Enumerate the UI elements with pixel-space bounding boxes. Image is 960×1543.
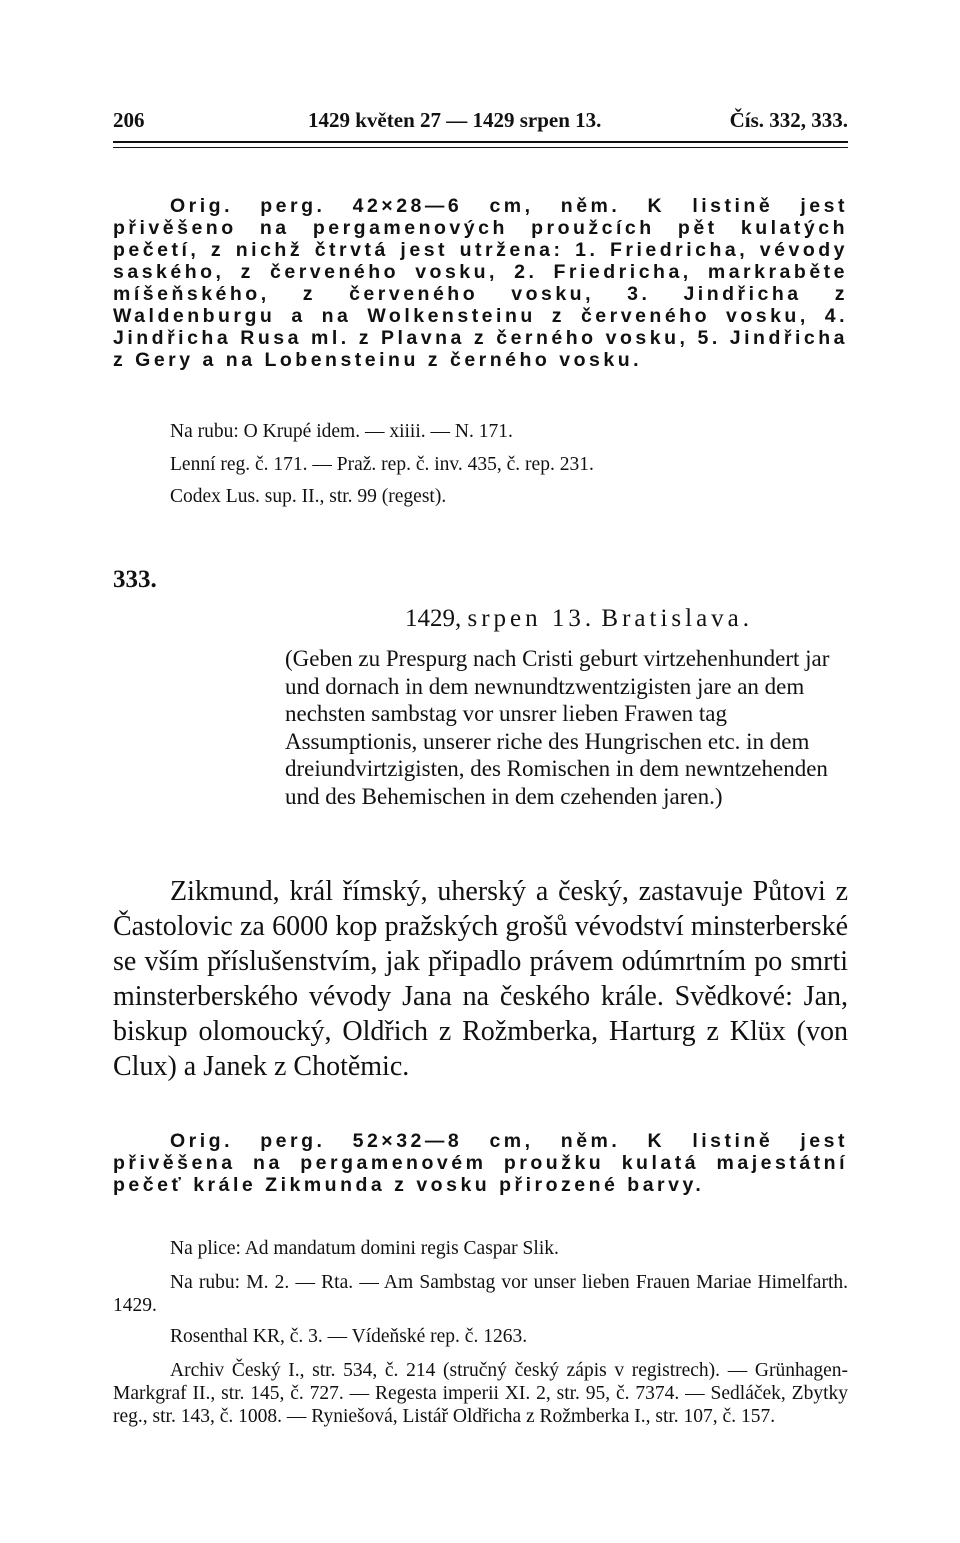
doc333-endorsement: Na rubu: M. 2. — Rta. — Am Sambstag vor unser lieben Frauen Mariae Himelfarth. 1429. [113,1272,848,1316]
doc333-date-place [405,605,753,633]
doc333-registry: Rosenthal KR, č. 3. — Vídeňské rep. č. 1263. [170,1326,528,1347]
doc332-endorsement: Na rubu: O Krupé idem. — xiiii. — N. 171. [170,421,513,442]
running-header [113,104,848,134]
page-number: 206 [113,108,145,132]
doc333-month-day: srpen 13. [467,605,596,632]
doc332-codex: Codex Lus. sup. II., str. 99 (regest). [170,486,447,507]
doc333-number: 333. [113,566,157,593]
doc333-place: Bratislava. [601,605,754,632]
header-document-numbers: Čís. 332, 333. [729,108,848,132]
doc332-description: Orig. perg. 42×28—6 cm, něm. K listině jest přivěšeno na pergamenových proužcích pět kulatých pečetí, z nichž čtrvtá jest utržena: 1. Friedricha, vévody saského, z červeného vosku, 2. Friedricha, markraběte míšeňského, z červeného vosku, 3. Jindřicha z Waldenburgu a na Wolkensteinu z červeného vosku, 4. Jindřicha Rusa ml. z Plavna z černého vosku, 5. Jindřicha z Gery a na Lobensteinu z černého vosku. [113,195,848,371]
header-rule [113,141,848,143]
doc333-year: 1429, [405,605,462,632]
header-date-range: 1429 květen 27 — 1429 srpen 13. [308,108,602,132]
doc333-literature: Archiv Český I., str. 534, č. 214 (stručný český zápis v registrech). — Grünhagen-Markgraf II., str. 145, č. 727. — Regesta imperii XI. 2, str. 95, č. 7374. — Sedláček, Zbytky reg., str. 143, č. 1008. — Ryniešová, Listář Oldřicha z Rožmberka I., str. 107, č. 157. [113,1360,848,1427]
doc333-fold-note: Na plice: Ad mandatum domini regis Caspar Slik. [170,1238,559,1259]
doc333-description: Orig. perg. 52×32—8 cm, něm. K listině jest přivěšena na pergamenovém proužku kulatá majestátní pečeť krále Zikmunda z vosku přirozené barvy. [113,1130,848,1196]
header-rule-thin [113,147,848,148]
doc332-registry: Lenní reg. č. 171. — Praž. rep. č. inv. 435, č. rep. 231. [170,454,594,475]
doc333-dating-clause: (Geben zu Prespurg nach Cristi geburt virtzehenhundert jar und dornach in dem newnundtzwentzigisten jare an dem nechsten sambstag vor unsrer lieben Frawen tag Assumptionis, unserer riche des Hungrischen etc. in dem dreiundvirtzigisten, des Romischen in dem newntzehenden und des Behemischen in dem czehenden jaren.) [285,646,830,809]
doc333-regest: Zikmund, král římský, uherský a český, zastavuje Půtovi z Častolovic za 6000 kop pražských grošů vévodství minsterberské se vším příslušenstvím, jak připadlo právem odúmrtním po smrti minsterberského vévody Jana na českého krále. Svědkové: Jan, biskup olomoucký, Oldřich z Rožmberka, Harturg z Klüx (von Clux) a Janek z Chotěmic. [113,876,848,1082]
